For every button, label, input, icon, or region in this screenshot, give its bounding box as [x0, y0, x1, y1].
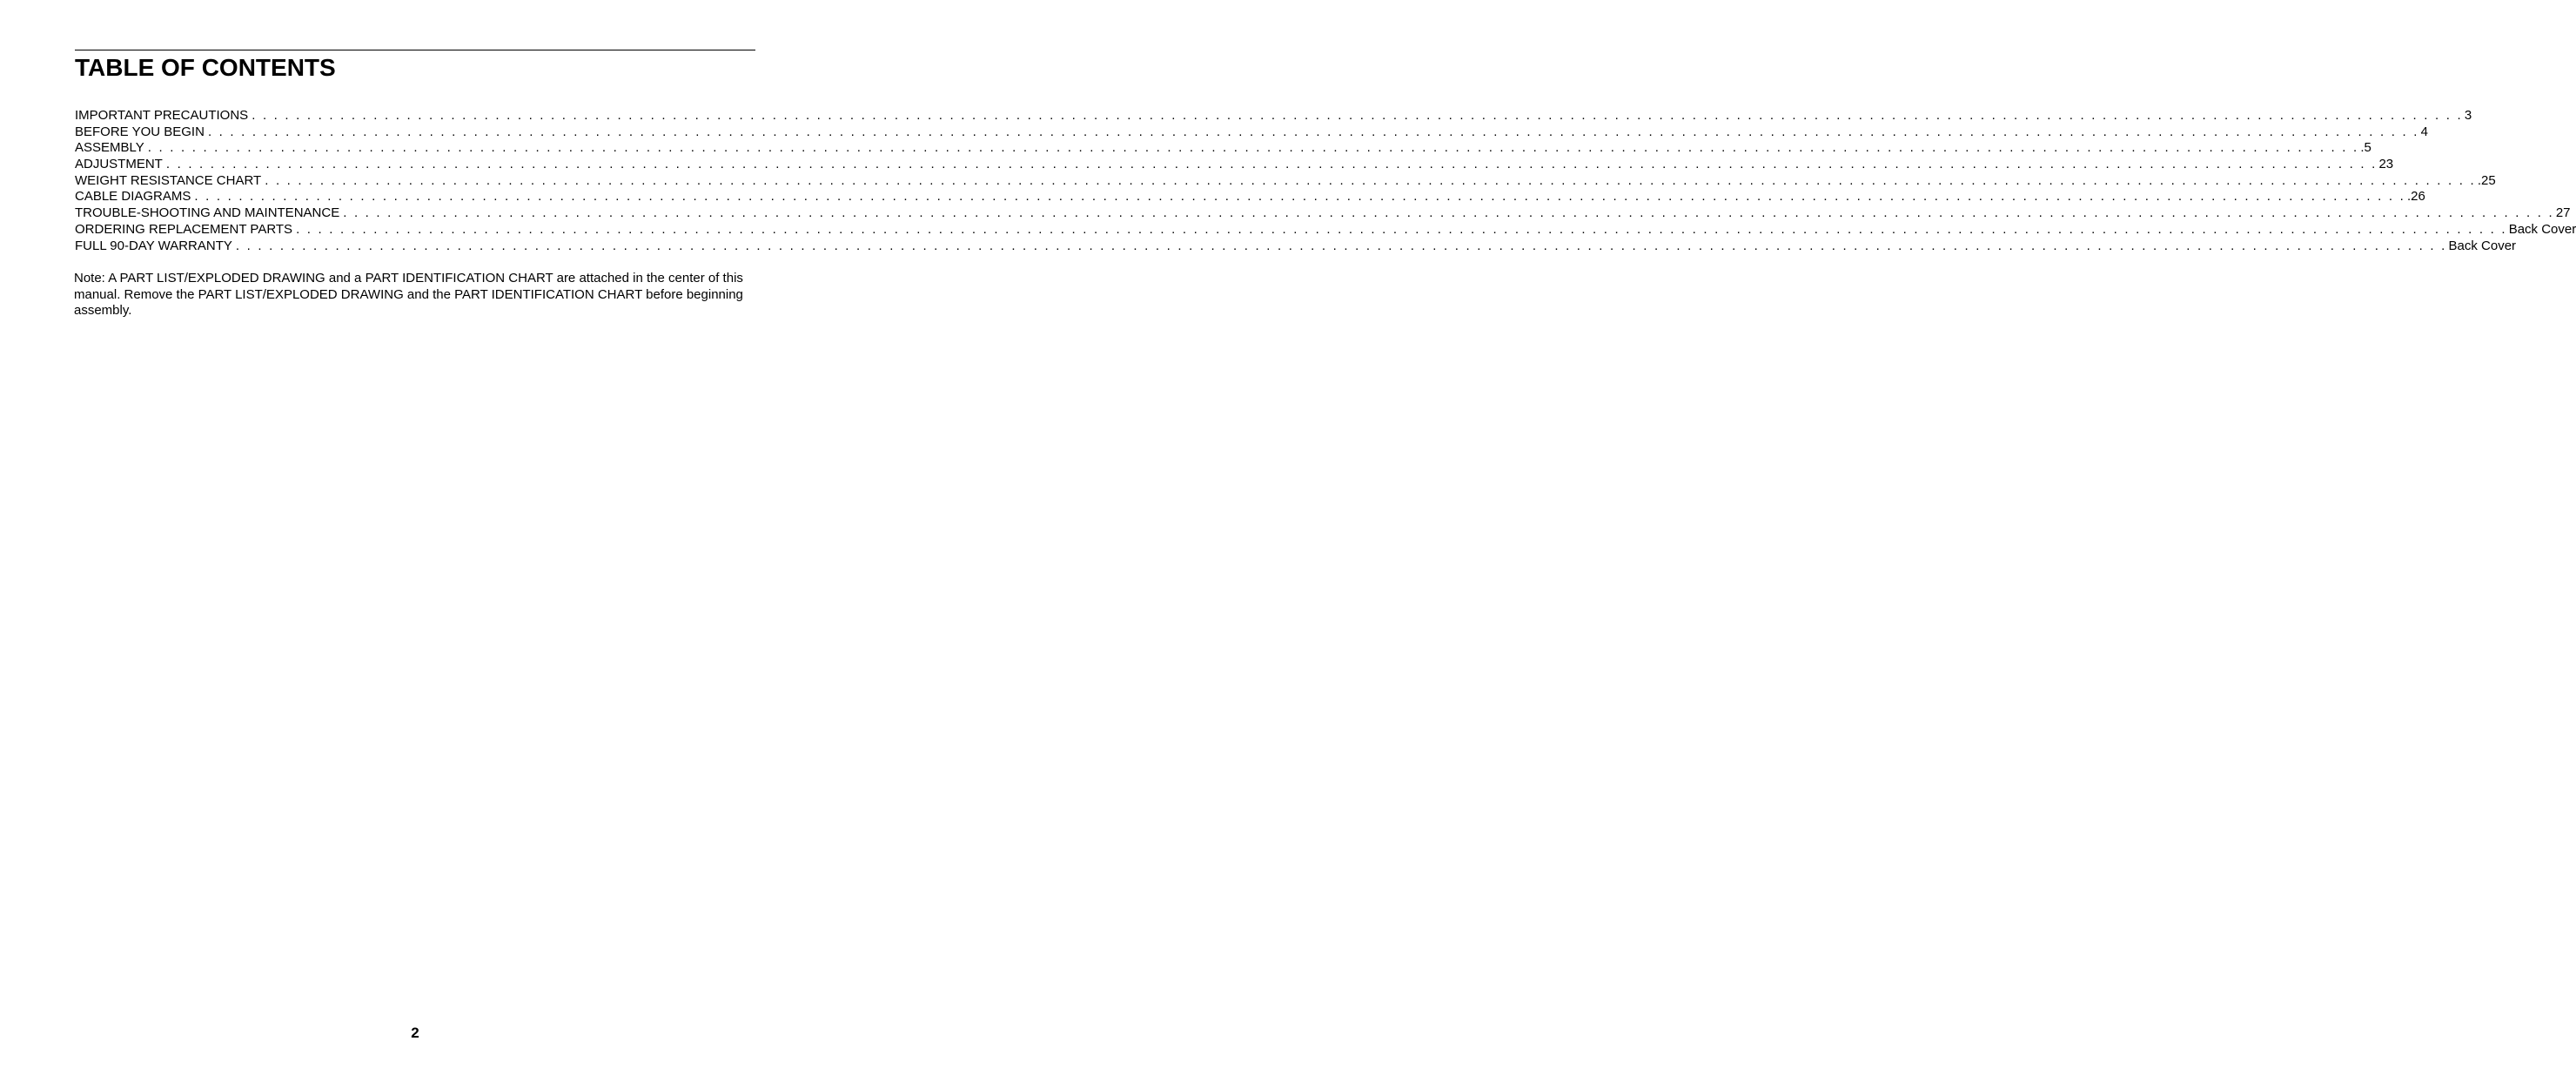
toc-entry-important-precautions[interactable] [75, 108, 2472, 124]
toc-entry-page: Back Cover [2508, 221, 2576, 237]
toc-entry-weight-resistance-chart[interactable] [75, 172, 2496, 190]
toc-entry-page: .5 [2360, 140, 2371, 156]
toc-entry-adjustment[interactable] [75, 157, 2394, 173]
toc-entry-title: ORDERING REPLACEMENT PARTS [75, 221, 293, 237]
toc-leader-dots: . . . . . . . . . . . . . . . . . . . . . . . . . . . . . . . . . . . . . . . . . . . . . . . . . . . . . . . . . . . . . . . . . . . . . . . . . . . . . . . . . . . . . . . . . . . . . . . . . . . . . . . . . . . . . . . . . . . . . . . . . . . . . . . . . . . . . . . . . . . . . . . . . . . . . . . . . . . . . . . . . . . . . . . . . . . . . . . . . . . . . . . . . . . . . . . . . . . . . . . . [343, 205, 2554, 221]
page-title: TABLE OF CONTENTS [75, 54, 336, 81]
toc-entry-full-warranty[interactable] [75, 238, 2517, 255]
toc-entry-title: IMPORTANT PRECAUTIONS [75, 108, 249, 123]
toc-entry-title: WEIGHT RESISTANCE CHART [75, 172, 262, 188]
table-of-contents [75, 108, 2576, 254]
toc-entry-page: 4 [2420, 124, 2428, 139]
toc-entry-page: .25 [2477, 172, 2496, 188]
toc-entry-page: Back Cover [2448, 238, 2517, 253]
toc-entry-page: 3 [2464, 108, 2472, 123]
toc-leader-dots: . . . . . . . . . . . . . . . . . . . . . . . . . . . . . . . . . . . . . . . . . . . . . . . . . . . . . . . . . . . . . . . . . . . . . . . . . . . . . . . . . . . . . . . . . . . . . . . . . . . . . . . . . . . . . . . . . . . . . . . . . . . . . . . . . . . . . . . . . . . . . . . . . . . . . . . . . . . . . . . . . . . . . . . . . . . . . . . . . . . . . . . . . . . . . . . . . . . . . . . . [194, 189, 2405, 205]
toc-leader-dots: . . . . . . . . . . . . . . . . . . . . . . . . . . . . . . . . . . . . . . . . . . . . . . . . . . . . . . . . . . . . . . . . . . . . . . . . . . . . . . . . . . . . . . . . . . . . . . . . . . . . . . . . . . . . . . . . . . . . . . . . . . . . . . . . . . . . . . . . . . . . . . . . . . . . . . . . . . . . . . . . . . . . . . . . . . . . . . . . . . . . . . . . . . . . . . . . . . . . . . . . [147, 140, 2359, 156]
toc-entry-page: .26 [2407, 189, 2425, 205]
toc-entry-trouble-shooting[interactable] [75, 205, 2571, 222]
toc-entry-title: CABLE DIAGRAMS [75, 189, 191, 205]
toc-leader-dots: . . . . . . . . . . . . . . . . . . . . . . . . . . . . . . . . . . . . . . . . . . . . . . . . . . . . . . . . . . . . . . . . . . . . . . . . . . . . . . . . . . . . . . . . . . . . . . . . . . . . . . . . . . . . . . . . . . . . . . . . . . . . . . . . . . . . . . . . . . . . . . . . . . . . . . . . . . . . . . . . . . . . . . . . . . . . . . . . . . . . . . . . . . . . . . . . . . . . . . . . [252, 108, 2463, 123]
toc-entry-cable-diagrams[interactable] [75, 189, 2425, 205]
page-number: 2 [411, 1025, 419, 1041]
toc-leader-dots: . . . . . . . . . . . . . . . . . . . . . . . . . . . . . . . . . . . . . . . . . . . . . . . . . . . . . . . . . . . . . . . . . . . . . . . . . . . . . . . . . . . . . . . . . . . . . . . . . . . . . . . . . . . . . . . . . . . . . . . . . . . . . . . . . . . . . . . . . . . . . . . . . . . . . . . . . . . . . . . . . . . . . . . . . . . . . . . . . . . . . . . . . . . . . . . . . . . . . . . . [296, 221, 2507, 237]
toc-leader-dots: . . . . . . . . . . . . . . . . . . . . . . . . . . . . . . . . . . . . . . . . . . . . . . . . . . . . . . . . . . . . . . . . . . . . . . . . . . . . . . . . . . . . . . . . . . . . . . . . . . . . . . . . . . . . . . . . . . . . . . . . . . . . . . . . . . . . . . . . . . . . . . . . . . . . . . . . . . . . . . . . . . . . . . . . . . . . . . . . . . . . . . . . . . . . . . . . . . . . . . . . [235, 238, 2447, 253]
toc-entry-before-you-begin[interactable] [75, 124, 2428, 141]
toc-leader-dots: . . . . . . . . . . . . . . . . . . . . . . . . . . . . . . . . . . . . . . . . . . . . . . . . . . . . . . . . . . . . . . . . . . . . . . . . . . . . . . . . . . . . . . . . . . . . . . . . . . . . . . . . . . . . . . . . . . . . . . . . . . . . . . . . . . . . . . . . . . . . . . . . . . . . . . . . . . . . . . . . . . . . . . . . . . . . . . . . . . . . . . . . . . . . . . . . . . . . . . . . [207, 124, 2419, 139]
toc-entry-page: 27 [2555, 205, 2571, 221]
toc-entry-title: BEFORE YOU BEGIN [75, 124, 205, 139]
toc-entry-title: ADJUSTMENT [75, 157, 163, 172]
toc-leader-dots: . . . . . . . . . . . . . . . . . . . . . . . . . . . . . . . . . . . . . . . . . . . . . . . . . . . . . . . . . . . . . . . . . . . . . . . . . . . . . . . . . . . . . . . . . . . . . . . . . . . . . . . . . . . . . . . . . . . . . . . . . . . . . . . . . . . . . . . . . . . . . . . . . . . . . . . . . . . . . . . . . . . . . . . . . . . . . . . . . . . . . . . . . . . . . . . . . . . . . . . . [265, 172, 2476, 188]
toc-entry-assembly[interactable] [75, 140, 2371, 157]
toc-entry-title: ASSEMBLY [75, 140, 144, 156]
toc-entry-title: TROUBLE-SHOOTING AND MAINTENANCE [75, 205, 340, 221]
toc-entry-page: 23 [2378, 157, 2394, 172]
toc-entry-title: FULL 90-DAY WARRANTY [75, 238, 232, 253]
assembly-note: Note: A PART LIST/EXPLODED DRAWING and a PART IDENTIFICATION CHART are attached in the center of this manual. Remove the PART LIST/EXPLODED DRAWING and the PART IDENTIFICATION CHART before beginning assembly. [74, 271, 743, 319]
toc-entry-ordering-replacement-parts[interactable] [75, 221, 2576, 239]
toc-leader-dots: . . . . . . . . . . . . . . . . . . . . . . . . . . . . . . . . . . . . . . . . . . . . . . . . . . . . . . . . . . . . . . . . . . . . . . . . . . . . . . . . . . . . . . . . . . . . . . . . . . . . . . . . . . . . . . . . . . . . . . . . . . . . . . . . . . . . . . . . . . . . . . . . . . . . . . . . . . . . . . . . . . . . . . . . . . . . . . . . . . . . . . . . . . . . . . . . . . . . . . . . [165, 157, 2378, 172]
